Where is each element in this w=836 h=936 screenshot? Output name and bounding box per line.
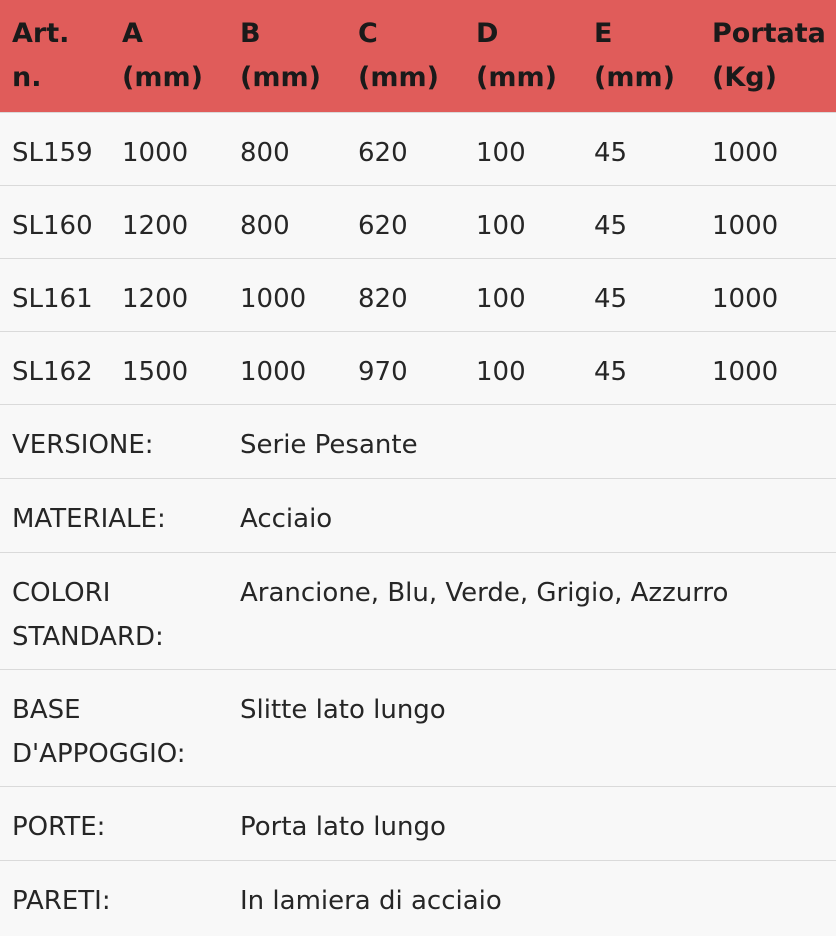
cell-d: 100 (464, 185, 582, 258)
header-c-mm: C (mm) (358, 17, 439, 93)
cell-a: 1000 (110, 112, 228, 185)
spec-value: In lamiera di acciaio (228, 860, 836, 934)
cell-c: 970 (346, 331, 464, 404)
spec-value: Arancione, Blu, Verde, Grigio, Azzurro (228, 552, 836, 669)
header-row (0, 0, 836, 112)
spec-label: MATERIALE: (0, 478, 228, 552)
header-d-mm: D (mm) (476, 17, 557, 93)
cell-a: 1200 (110, 258, 228, 331)
header-portata-kg: Portata (Kg) (712, 17, 826, 93)
spec-label: PARETI: (0, 860, 228, 934)
table-row (0, 331, 836, 404)
cell-e: 45 (582, 185, 700, 258)
cell-c: 620 (346, 185, 464, 258)
spec-label: VERSIONE: (0, 404, 228, 478)
spec-label: PORTE: (0, 786, 228, 860)
table-row (0, 258, 836, 331)
table-body (0, 112, 836, 934)
cell-b: 800 (228, 185, 346, 258)
spec-row-porte (0, 786, 836, 860)
spec-value: Porta lato lungo (228, 786, 836, 860)
cell-art: SL159 (0, 112, 110, 185)
cell-art: SL161 (0, 258, 110, 331)
cell-e: 45 (582, 258, 700, 331)
cell-b: 1000 (228, 331, 346, 404)
spec-value: Acciaio (228, 478, 836, 552)
cell-art: SL162 (0, 331, 110, 404)
cell-portata: 1000 (700, 185, 836, 258)
spec-row-pareti (0, 860, 836, 934)
table-row (0, 112, 836, 185)
header-b-mm: B (mm) (240, 17, 321, 93)
cell-c: 620 (346, 112, 464, 185)
table-header (0, 0, 836, 112)
spec-row-versione (0, 404, 836, 478)
cell-art: SL160 (0, 185, 110, 258)
cell-e: 45 (582, 112, 700, 185)
cell-a: 1200 (110, 185, 228, 258)
cell-d: 100 (464, 331, 582, 404)
spec-row-colori-standard (0, 552, 836, 669)
spec-row-materiale (0, 478, 836, 552)
cell-b: 1000 (228, 258, 346, 331)
header-e-mm: E (mm) (594, 17, 675, 93)
spec-value: Serie Pesante (228, 404, 836, 478)
cell-portata: 1000 (700, 112, 836, 185)
cell-portata: 1000 (700, 258, 836, 331)
spec-label: BASE D'APPOGGIO: (0, 669, 228, 786)
spec-row-base-appoggio (0, 669, 836, 786)
cell-b: 800 (228, 112, 346, 185)
cell-portata: 1000 (700, 331, 836, 404)
cell-a: 1500 (110, 331, 228, 404)
spec-label: COLORI STANDARD: (0, 552, 228, 669)
cell-e: 45 (582, 331, 700, 404)
table-row (0, 185, 836, 258)
header-art-number: Art. n. (12, 17, 70, 93)
cell-d: 100 (464, 258, 582, 331)
header-a-mm: A (mm) (122, 17, 203, 93)
cell-c: 820 (346, 258, 464, 331)
cell-d: 100 (464, 112, 582, 185)
spec-value: Slitte lato lungo (228, 669, 836, 786)
